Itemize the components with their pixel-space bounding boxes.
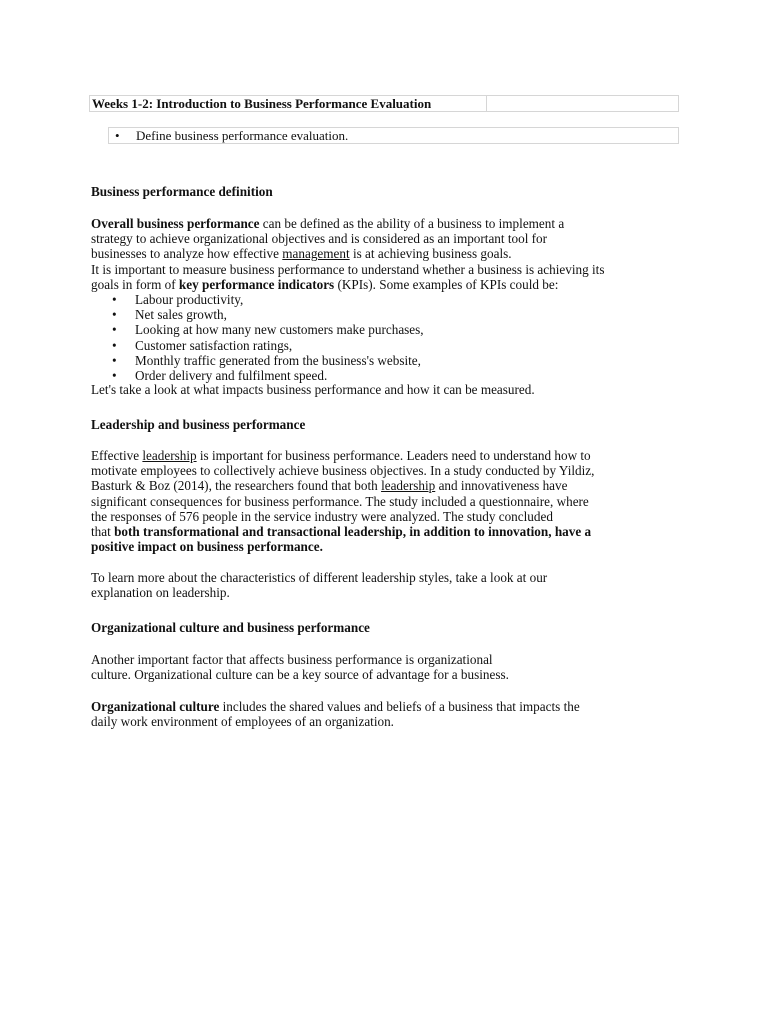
list-item: • Labour productivity, xyxy=(109,292,424,307)
bold-text: positive impact on business performance. xyxy=(91,539,323,555)
title-box xyxy=(89,95,679,112)
bold-term: Organizational culture xyxy=(91,699,220,714)
text-run: is important for business performance. Leaders need to understand how to xyxy=(196,448,591,463)
text-line: It is important to measure business performance to understand whether a business is achieving its xyxy=(91,261,605,277)
definition-paragraph xyxy=(91,216,691,292)
bold-text: both transformational and transactional leadership, in addition to innovation, have a xyxy=(114,524,592,540)
text-line: culture. Organizational culture can be a key source of advantage for a business. xyxy=(91,667,509,683)
list-item: • Monthly traffic generated from the business's website, xyxy=(109,353,424,368)
text-run: is at achieving business goals. xyxy=(349,246,512,262)
text-line: strategy to achieve organizational objectives and is considered as an important tool for xyxy=(91,231,548,247)
text-line: the responses of 576 people in the service industry were analyzed. The study concluded xyxy=(91,508,553,524)
text-run: (KPIs). Some examples of KPIs could be: xyxy=(334,276,559,292)
title-cell-divider xyxy=(486,96,487,111)
list-item: • Order delivery and fulfilment speed. xyxy=(109,368,424,383)
list-item: • Net sales growth, xyxy=(109,307,424,322)
culture-heading: Organizational culture and business performance xyxy=(91,620,370,635)
bold-term: Overall business performance xyxy=(91,216,260,231)
leadership-link[interactable]: leadership xyxy=(381,478,436,494)
definition-heading: Business performance definition xyxy=(91,184,273,199)
text-run: that xyxy=(91,524,115,540)
text-run: includes the shared values and beliefs of a business that impacts the xyxy=(219,699,580,714)
text-run: goals in form of xyxy=(91,276,179,292)
text-line: Another important factor that affects business performance is organizational xyxy=(91,652,493,667)
text-run: can be defined as the ability of a business to implement a xyxy=(259,216,565,231)
culture-paragraph xyxy=(91,652,691,682)
text-run: Effective xyxy=(91,448,143,463)
page-title: Weeks 1-2: Introduction to Business Performance Evaluation xyxy=(92,96,432,111)
text-run: Basturk & Boz (2014), the researchers found that both xyxy=(91,478,382,494)
kpi-list xyxy=(109,292,424,383)
bullet-icon: • xyxy=(115,128,120,143)
text-line: To learn more about the characteristics of different leadership styles, take a look at our xyxy=(91,570,548,585)
text-run: businesses to analyze how effective xyxy=(91,246,283,262)
text-run: and innovativeness have xyxy=(435,478,568,494)
text-line: motivate employees to collectively achieve business objectives. In a study conducted by Yildiz, xyxy=(91,463,595,479)
management-link[interactable]: management xyxy=(282,246,350,262)
leadership-paragraph xyxy=(91,448,691,554)
text-line: daily work environment of employees of an organization. xyxy=(91,714,394,730)
list-item: • Customer satisfaction ratings, xyxy=(109,338,424,353)
leadership-followup xyxy=(91,570,691,600)
text-line: significant consequences for business performance. The study included a questionnaire, where xyxy=(91,493,589,509)
definition-closing: Let's take a look at what impacts business performance and how it can be measured. xyxy=(91,382,535,397)
bold-term: key performance indicators xyxy=(178,276,335,292)
leadership-heading: Leadership and business performance xyxy=(91,417,306,432)
list-item: • Looking at how many new customers make purchases, xyxy=(109,322,424,337)
leadership-link[interactable]: leadership xyxy=(142,448,197,463)
objective-box xyxy=(108,127,679,144)
objective-text: Define business performance evaluation. xyxy=(136,128,349,143)
culture-definition xyxy=(91,699,691,729)
text-line: explanation on leadership. xyxy=(91,585,230,601)
